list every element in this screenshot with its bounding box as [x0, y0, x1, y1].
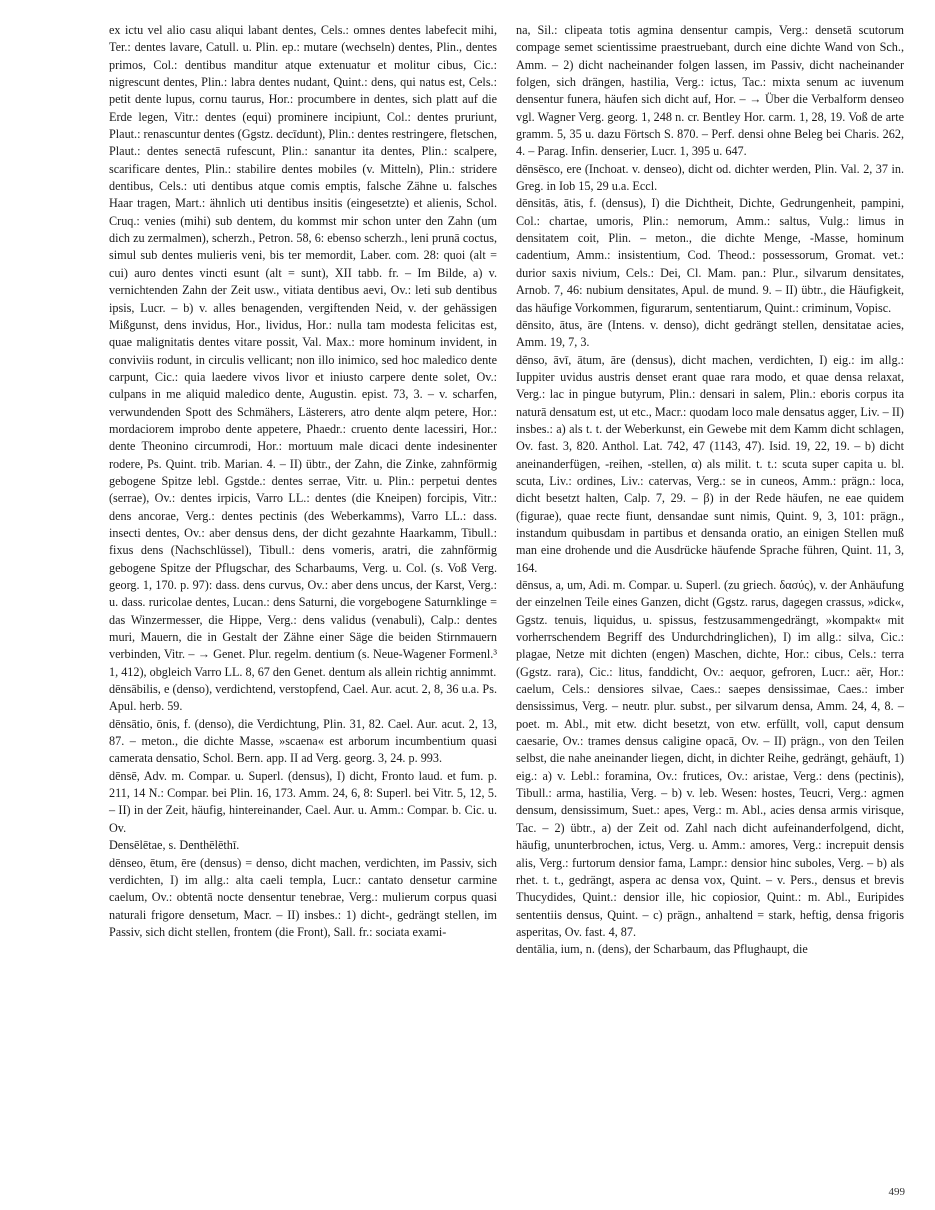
entry-densus: dēnsus, a, um, Adi. m. Compar. u. Superl. (zu griech. δασύς), v. der Anhäufung der einzelnen Teile eines Ganzen, dicht (Ggstz. rarus, dagegen crassus, »dick«, Ggstz. tenuis, liquidus, u. spissus, festzusammengedrängt, »kompakt« mit vorherrschendem Begriff des Undurchdringlichen), I) im allg.: silva, Cic.: plagae, Netze mit dichten (engen) Maschen, dichte, Hor.: cibus, Cels.: terra (Ggstz. rara), Cic.: litus, fanddicht, Ov.: aequor, gefroren, Lucr.: aër, Hor.: caelum, Cels.: densiores silvae, Caes.: saepes densissimae, Caes.: imber densissimus, Verg. – neutr. plur. subst., per silvarum densa, Amm. 24, 4, 8. – poet. m. Abl., mit etw. dicht besetzt, von etw. erfüllt, voll, caput densum caesarie, Ov.: trames densus caligine opacā, Ov. – II) prägn., von den Teilen selbst, die nahe aneinander liegen, dicht, in dichter Reihe, gedrängt, gehäuft, 1) eig.: a) v. Lebl.: foramina, Ov.: frutices, Ov.: aristae, Verg.: dens (pectinis), Tibull.: arma, hastilia, Verg. – b) v. leb. Wesen: hostes, Teucri, Verg.: agmen densum, densissimum, Suet.: apes, Verg.: m. Abl., acies densa armis virisque, Tac. – 2) übtr., a) der Zeit od. Zahl nach dicht aufeinanderfolgend, dicht, häufig, ununterbrochen, ictus, Verg. u. Amm.: amores, Verg.: increpuit densis alis, Verg.: furtorum densior fama, Lampr.: densior hinc suboles, Verg. – b) als rhet. t. t., gedrängt, aspera ac densa vox, Quint. – v. Pers., densus et brevis Thucydides, Quint.: densior ille, hic copiosior, Quint.: m. Abl., Euripides sententiis densus, Quint. – c) prägn., anhaltend = stark, heftig, densa frigoris asperitas, Ov. fast. 4, 87.: [516, 578, 904, 939]
entry-densitas: dēnsitās, ātis, f. (densus), I) die Dichtheit, Dichte, Gedrungenheit, pampini, Col.: chartae, umoris, Plin.: nemorum, Amm.: saltus, Vulg.: limus in densitatem coit, Plin. – meton., die dichte Menge, -Masse, hominum cadentium, Amm.: insistentium, Cod. Theod.: possessorum, Gromat. vet.: durior saxis nivium, Cels.: Dei, Cl. Mam. pan.: Plur., silvarum densitates, Arnob. 7, 46: nubium densitates, Apul. de mund. 9. – II) übtr., die Häufigkeit, das häufige Vorkommen, figurarum, sententiarum, Quint.: criminum, Vopisc.: [516, 196, 904, 315]
entry-dens-continuation: ex ictu vel alio casu aliqui labant dentes, Cels.: omnes dentes labefecit mihi, Ter.: dentes lavare, Catull. u. Plin. ep.: mutare (wechseln) dentes, Plin., dentes primos, Col.: dentibus manditur atque extenuatur et molitur cibus, Cic.: nigrescunt dentes, Plin.: labra dentes nudant, Quint.: dens, qui natus est, Cels.: petit dente lupus, cornu taurus, Hor.: procumbere in dentes, sich platt auf die Erde legen, Vitr.: dentes (equi) prominere incipiunt, Col.: dentes pruriunt, Plaut.: renascuntur dentes (Ggstz. decīdunt), Plin.: dentes restringere, fletschen, Plaut.: dentes senectā rufescunt, Plin.: sanantur ita dentes, Plin.: scalpere, scarificare dentes, Plin.: stabilire dentes mobiles (v. Mitteln), Plin.: stridere dentibus, Cels.: uti dentibus atque comis emptis, falsche Zähne u. falsches Haar tragen, Mart.: ähnlich uti dentibus insitis (eingesetzte) et alienis, Schol. Cruq.: venies (mihi) sub dentem, du kommst mir schon unter den Zahn (um dich zu zermalmen), scherzh., Petron. 58, 6: ebenso scherzh., leni prunā coctus, simul sub dentes mulieris veni, bis ter memordit, Laber. com. 28: quoi (alt = cui) auro dentes vincti esunt (alt = sunt), XII tabb. fr. – Im Bilde, a) v. vernichtenden Zahn der Zeit usw., vitiata dentibus aevi, Ov.: leti sub dentibus ipsis, Lucr. – b) v. alles benagenden, vergiftenden Neid, v. der gehässigen Mißgunst, dens invidus, Hor., lividus, Hor.: nulla tam modesta felicitas est, quae malignitatis dentes vitare possit, Val. Max.: more hominum invident, in conviviis rodunt, in circulis vellicant; non illo inimico, sed hoc maledico dente carpunt, Cic.: quia laedere vivos livor et iniusto carpere dente solet, Ov.: culpans in me aliquid maledico dente, Augustin. epist. 73, 3. – v. scharfen, verwundenden Spott des Schmähers, Lästerers, atro dente alqm petere, Hor.: mordaciorem improbo dente appetere, Phaedr.: cruento dente lacessiri, Hor.: dente Theonino circumrodi, Hor.: mortuum male dicaci dente indesinenter rodere, Ps. Quint. trib. Marian. 4. – II) übtr., der Zahn, die Zinke, zahnförmig gebogene Spitze lebl. Ggstde.: dentes serrae, Vitr. u. Plin.: perpetui dentes (serrae), Ov.: dentes irpicis, Varro LL.: dentes (die Kneipen) forcipis, Vitr.: dens ancorae, Verg.: dentes pectinis (des Weberkamms), Varro LL.: dass. insecti dentes, Ov.: aber densus dens, der dicht gezahnte Haarkamm, Tibull.: fixus dens (Nachschlüssel), Tibull.: dens vomeris, aratri, die zahnförmig gebogene Spitze der Pflugschar, des Scharbaums, Verg. u. Col. (s. Voß Verg. georg. 1, 170. p. 97): dass. dens curvus, Ov.: aber dens uncus, der Karst, Verg.: u. dass. ruricolae dentes, Lucan.: dens Saturni, die vorgebogene Saturnklinge = das Winzermesser, die Hippe, Verg.: dens validus (venabuli), Calp.: dentes muri, Mauern, die in Gestalt der Zähne einer Säge die beiden Stirnmauern verbinden, Vitr. – → Genet. Plur. regelm. dentium (s. Neue-Wagener Formenl.³ 1, 412), obgleich Varro LL. 8, 67 den Genet. dentum als allein richtig annimmt.: [109, 23, 497, 679]
right-column: [516, 22, 904, 959]
entry-denso: dēnso, āvī, ātum, āre (densus), dicht machen, verdichten, I) eig.: im allg.: Iuppiter uvidus austris denset erant quae rara modo, et quae densa relaxat, Verg.: lac in pingue butyrum, Plin.: densari in salem, Plin.: eboris corpus ita naturā densatum est, ut etc., Macr.: quodam loco male densatus agger, Liv. – II) insbes.: a) als t. t. der Weberkunst, ein Gewebe mit dem Kamm dicht schlagen, Ov. fast. 3, 820. Anthol. Lat. 742, 47 (1143, 47). Isid. 19, 22, 19. – b) dicht aneinanderfügen, -reihen, -stellen, α) als milit. t. t.: scuta super capita u. bl. scuta, Liv.: ordines, Liv.: catervas, Verg.: se in cuneos, Amm.: prägn.: loca, dicht besetzt halten, Calp. 7, 29. – β) in der Rede häufen, ne eae quidem (figurae), quae recte fiunt, densandae sunt nimis, Quint. 9, 3, 101: prägn., instandum quibusdam in partibus et densanda oratio, an einigen Stellen muß man eine drohende und die Ausdrücke häufende Sprache führen, Quint. 11, 3, 164.: [516, 352, 904, 575]
entry-denseo-continuation: na, Sil.: clipeata totis agmina densentur campis, Verg.: densetā scutorum compage semet scientissime praestruebant, durch eine dichte Wand von Sch., Amm. – 2) dicht nacheinander folgen lassen, im Passiv, dicht nacheinander folgen, sich drängen, hastilia, Verg.: ictus, Tac.: mixta senum ac iuvenum densentur funera, häufen sich dicht auf, Hor. – → Über die Verbalform denseo vgl. Wagner Verg. georg. 1, 248 n. cr. Bentley Hor. carm. 1, 28, 19. Voß de arte gramm. 5, 35 u. dazu Förtsch S. 870. – Perf. densi ohne Beleg bei Charis. 262, 4. – Parag. Infin. denserier, Lucr. 1, 395 u. 647.: [516, 23, 904, 159]
entry-densito: dēnsito, ātus, āre (Intens. v. denso), dicht gedrängt stellen, densitatae acies, Amm. 19, 7, 3.: [516, 317, 904, 350]
page-number: 499: [888, 1186, 905, 1198]
entry-denseletae: Densēlētae, s. Denthēlēthī.: [109, 838, 240, 853]
entry-denseo: dēnseo, ētum, ēre (densus) = denso, dicht machen, verdichten, im Passiv, sich verdichten, I) im allg.: alta caeli templa, Lucr.: cantato densetur carmine caelum, Ov.: obtentā nocte densentur tenebrae, Verg.: mulierum corpus quasi naturali frigore densetum, Macr. – II) insbes.: 1) dicht-, gedrängt stellen, im Passiv, sich dicht stellen, frontem (die Front), Sall. fr.: sociata exami-: [109, 855, 497, 939]
entry-dense: dēnsē, Adv. m. Compar. u. Superl. (densus), I) dicht, Fronto laud. et fum. p. 211, 14 N.: Compar. bei Plin. 16, 173. Amm. 24, 6, 8: Superl. bei Vitr. 5, 12, 5. – II) in der Zeit, häufig, hintereinander, Cael. Aur. u. Amm.: Compar. b. Cic. u. Ov.: [109, 768, 497, 835]
entry-dentalia: dentālia, ium, n. (dens), der Scharbaum, das Pflughaupt, die: [516, 942, 808, 957]
entry-densesco: dēnsēsco, ere (Inchoat. v. denseo), dicht od. dichter werden, Plin. Val. 2, 37 in. Greg. in Iob 15, 29 u.a. Eccl.: [516, 161, 904, 194]
left-column: [109, 22, 497, 941]
entry-densatio: dēnsātio, ōnis, f. (denso), die Verdichtung, Plin. 31, 82. Cael. Aur. acut. 2, 13, 87. – meton., die dichte Masse, »scaena« est arborum incumbentium quasi camerata densatio, Schol. Bern. app. II ad Verg. georg. 3, 24. p. 993.: [109, 716, 497, 766]
entry-densabilis: dēnsābilis, e (denso), verdichtend, verstopfend, Cael. Aur. acut. 2, 8, 36 u.a. Ps. Apul. herb. 59.: [109, 682, 497, 714]
